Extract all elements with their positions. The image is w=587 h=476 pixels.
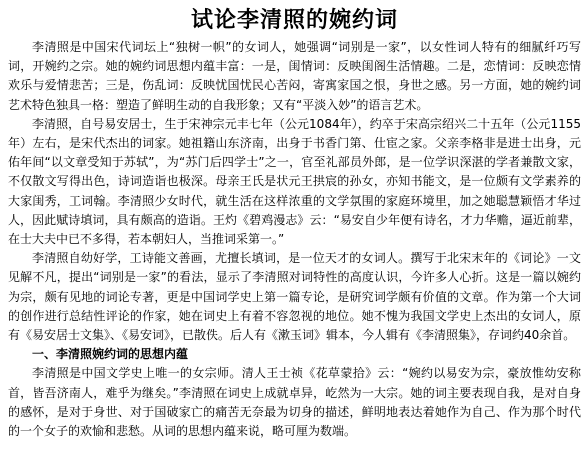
paragraph-biography: 李清照，自号易安居士，生于宋神宗元丰七年（公元1084年），约卒于宋高宗绍兴二十五年（公元1155年）左右，是宋代杰出的词家。她祖籍山东济南，出身于书香门第、仕宦之家。父亲李格非是进士出身，元佑年间“以文章受知于苏轼”，为“苏门后四学士”之一，官至礼部员外郎，是一位学识深湛的学者兼散文家，不仅散文写得出色，诗词造诣也极深。母亲王氏是状元王拱宸的孙女，亦知书能文，是一位颇有文学素养的大家闺秀，工词翰。李清照少女时代，就生活在这样浓重的文学氛围的家庭环境里，加之她聪慧颖悟才华过人，因此赋诗填词，具有颇高的造诣。王灼《碧鸡漫志》云：“易安自少年便有诗名，才力华赡，逼近前辈，在士大夫中已不多得，若本朝妇人，当推词采第一。” [8, 116, 581, 247]
section-heading: 一、李清照婉约词的思想内蕴 [32, 347, 189, 362]
paragraph-abstract: 李清照是中国宋代词坛上“独树一帜”的女词人，她强调“词别是一家”，以女性词人特有的细腻纤巧写词，开婉约之宗。她的婉约词思想内蕴丰富：一是，闺情词：反映闺阁生活情趣。二是，恋情词：反映恋情欢乐与爱情悲苦；三是，伤乱词：反映忧国忧民心苦闷，寄寓家国之恨，身世之感。另一方面，她的婉约词艺术特色独具一格：塑造了鲜明生动的自我形象；又有“平淡入妙”的语言艺术。 [8, 40, 581, 112]
paragraph-works: 李清照自幼好学，工诗能文善画，尤擅长填词，是一位天才的女词人。撰写于北宋末年的《词论》一文见解不凡，提出“词别是一家”的看法，显示了李清照对词特性的高度认识，今许多人心折。这是一篇以婉约为宗，颇有见地的词论专著，更是中国词学史上第一篇专论，是研究词学颇有价值的文章。作为第一个大词的创作进行总结性评论的作家，她在词史上有着不容忽视的地位。她不愧为我国文学史上杰出的女词人，原有《易安居士文集》、《易安词》，已散佚。后人有《漱玉词》辑本，今人辑有《李清照集》，存词约40余首。 [8, 251, 581, 343]
paragraph-section-intro: 李清照是中国文学史上唯一的女宗师。清人王士祯《花草蒙拾》云：“婉约以易安为宗，豪放惟幼安称首，皆吾济南人，难乎为继矣。”李清照在词史上成就卓异，屹然为一大宗。她的词主要表现自我，是对自身的感怀，是对于身世、对于国破家亡的痛苦无奈最为切身的描述，鲜明地表达着她作为自己、作为那个时代的一个女子的欢愉和悲愁。从词的思想内蕴来说，略可厘为数端。 [8, 366, 581, 439]
document-title: 试论李清照的婉约词 [190, 7, 398, 33]
